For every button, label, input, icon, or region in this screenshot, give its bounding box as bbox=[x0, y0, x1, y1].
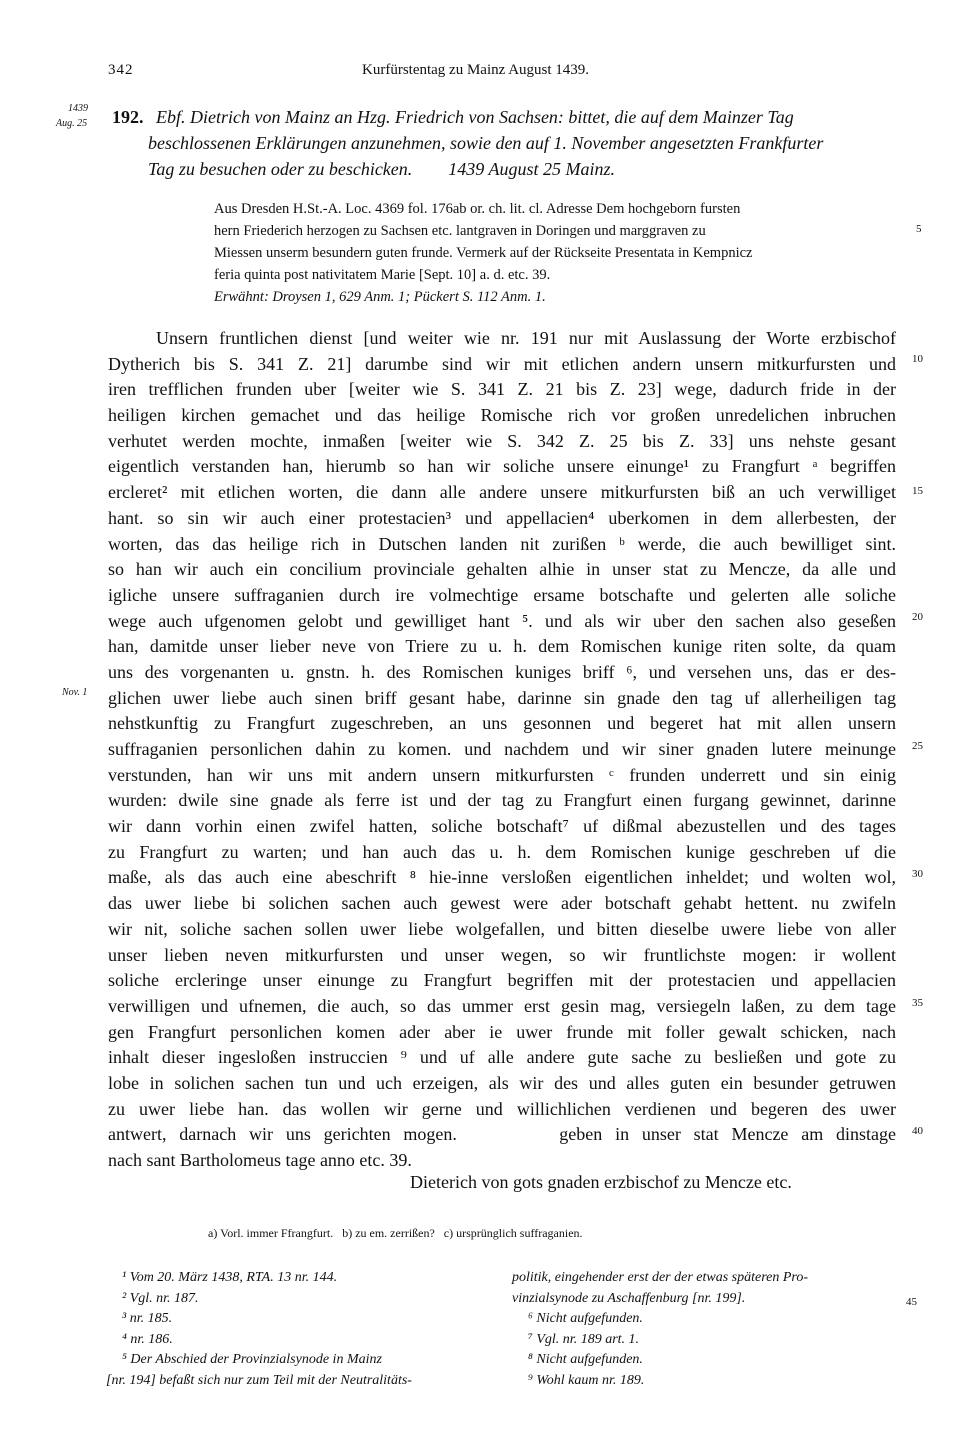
footnote-9: ⁹ Wohl kaum nr. 189. bbox=[528, 1372, 645, 1388]
head-line-2: beschlossenen Erklärungen anzunehmen, sowie den auf 1. November angesetzten Frankfurter bbox=[148, 133, 824, 153]
source-line-5: Erwähnt: Droysen 1, 629 Anm. 1; Pückert S. 112 Anm. 1. bbox=[214, 289, 546, 305]
body-line: suffraganien personlichen dahin zu komen. und nachdem und wir siner gnaden lutere meinunge bbox=[108, 739, 896, 759]
line-number-35: 35 bbox=[912, 997, 923, 1009]
body-line: zu uwer liebe han. das wollen wir gerne und willichlichen verdienen und begeren des uwer bbox=[108, 1098, 896, 1119]
page-number: 342 bbox=[108, 62, 134, 78]
footnote-5-cont-right: politik, eingehender erst der der etwas späteren Pro- bbox=[512, 1270, 809, 1285]
source-note bbox=[214, 198, 752, 308]
body-line: ercleret² mit etlichen worten, die dann alle andere unsere mitkurfursten biß an uch verwilliget bbox=[108, 482, 896, 503]
body-line: igliche unsere suffraganien durch ire volmechtige ersame botschafte und gelerten alle soliche bbox=[108, 584, 896, 605]
margin-date-year: 1439 bbox=[68, 103, 88, 114]
margin-note-nov: Nov. 1 bbox=[62, 687, 88, 698]
body-line: iren trefflichen frunden uber [weiter wie S. 341 Z. 21 bis Z. 23] wege, dadurch fride in der bbox=[108, 379, 896, 400]
source-line-3: Miessen unserm besundern guten frunde. Vermerk auf der Rückseite Presentata in Kempnicz bbox=[214, 245, 753, 261]
source-line-1: Aus Dresden H.St.-A. Loc. 4369 fol. 176ab or. ch. lit. cl. Adresse Dem hochgeborn fursten bbox=[214, 201, 741, 217]
body-line: wege auch ufgenomen gelobt und gewilliget hant ⁵. und als wir uber den sachen also geseßen bbox=[108, 610, 896, 631]
footnote-6: ⁶ Nicht aufgefunden. bbox=[528, 1311, 643, 1326]
line-number-20: 20 bbox=[912, 611, 923, 623]
letter-body bbox=[108, 326, 896, 1174]
body-line: heiligen kirchen gemachet und das heilige Romische rich vor großen unredelichen inbruchen bbox=[108, 405, 896, 426]
source-line-2: hern Friederich herzogen zu Sachsen etc. lantgraven in Doringen und marggraven zu bbox=[214, 223, 706, 239]
line-number-5: 5 bbox=[916, 223, 922, 235]
document-number: 192. bbox=[112, 107, 144, 127]
line-number-10: 10 bbox=[912, 353, 923, 365]
footnote-5: ⁵ Der Abschied der Provinzialsynode in Mainz bbox=[122, 1352, 382, 1367]
body-line: antwert, darnach wir uns gerichten mogen. geben in unser stat Mencze am dinstage bbox=[108, 1124, 896, 1145]
body-line: soliche ercleringe unser einunge zu Frangfurt begriffen mit der protestacien und appellacien bbox=[108, 970, 896, 991]
body-line: wurden: dwile sine gnade als ferre ist und der tag zu Frangfurt einen furgang gewinnet, darinne bbox=[108, 790, 896, 811]
body-line: zu Frangfurt zu warten; und han auch das u. h. dem Romischen kunige geschreben uf die bbox=[108, 841, 896, 862]
body-line: unser lieben neven mitkurfursten und unser wegen, so wir fruntlichste mogen: ir wollent bbox=[108, 944, 896, 965]
line-number-25: 25 bbox=[912, 740, 923, 752]
footnote-4: ⁴ nr. 186. bbox=[122, 1331, 173, 1347]
footnote-5-cont: [nr. 194] befaßt sich nur zum Teil mit der Neutralitäts- bbox=[106, 1372, 412, 1388]
body-line: wir dann vorhin einen zwifel hatten, soliche botschaft⁷ uf dißmal abezustellen und des tages bbox=[108, 816, 896, 837]
body-line: glichen uwer liebe auch sinen briff gesant habe, darinne sin gnade den tag uf allerheiligen tag bbox=[108, 687, 896, 708]
footnote-2: ² Vgl. nr. 187. bbox=[122, 1290, 199, 1306]
body-line: gen Frangfurt personlichen komen ader aber ie uwer frunde mit foller gewalt schicken, nach bbox=[108, 1021, 896, 1042]
body-line: nach sant Bartholomeus tage anno etc. 39. bbox=[108, 1150, 412, 1170]
line-number-15: 15 bbox=[912, 485, 923, 497]
line-number-40: 40 bbox=[912, 1125, 923, 1137]
textual-notes: a) Vorl. immer Ffrangfurt. b) zu em. zerrißen? c) ursprünglich suffraganien. bbox=[208, 1226, 583, 1240]
body-line: das uwer liebe bi solichen sachen auch gewest were ader botschaft gehabt hettent. nu zwifeln bbox=[108, 893, 896, 914]
footnote-7: ⁷ Vgl. nr. 189 art. 1. bbox=[528, 1331, 640, 1347]
line-number-30: 30 bbox=[912, 868, 923, 880]
body-line: verwilligen und ufnemen, die auch, so das ummer erst gesin mag, versiegeln laßen, zu dem tage bbox=[108, 995, 896, 1016]
body-line: han, damitde unser lieber neve von Triere zu u. h. dem Romischen kunige riten solte, da quam bbox=[108, 636, 896, 657]
body-line: lobe in solichen sachen tun und uch erzeigen, als wir des und alles guten ein besunder getruwen bbox=[108, 1072, 896, 1093]
body-line: uns des vorgenanten u. gnstn. h. des Romischen kuniges briff ⁶, und versehen uns, das er des- bbox=[108, 661, 896, 682]
footnote-8: ⁸ Nicht aufgefunden. bbox=[528, 1352, 643, 1367]
source-line-4: feria quinta post nativitatem Marie [Sept. 10] a. d. etc. 39. bbox=[214, 267, 551, 283]
head-line-3: Tag zu besuchen oder zu beschicken. 1439 August 25 Mainz. bbox=[148, 159, 615, 179]
margin-date-day: Aug. 25 bbox=[56, 118, 88, 129]
body-line: worten, das das heilige rich in Dutschen landen nit zurißen ᵇ werde, die auch bewilliget sint. bbox=[108, 533, 896, 554]
body-line: Unsern fruntlichen dienst [und weiter wie nr. 191 nur mit Auslassung der Worte erzbischof bbox=[156, 328, 896, 348]
line-number-45: 45 bbox=[906, 1296, 917, 1308]
footnotes-left bbox=[106, 1268, 496, 1391]
body-line: so han wir auch ein concilium provinciale gehalten alhie in unser stat zu Mencze, da alle und bbox=[108, 559, 896, 580]
body-line: verhutet werden mochte, inmaßen [weiter wie S. 342 Z. 25 bis Z. 33] uns nehste gesant bbox=[108, 430, 896, 451]
body-line: inhalt dieser ingesloßen instruccien ⁹ und uf alle andere gute sache zu besließen und gote zu bbox=[108, 1047, 896, 1068]
body-line: hant. so sin wir auch einer protestacien³ und appellacien⁴ uberkomen in dem allerbesten, der bbox=[108, 507, 896, 528]
body-line: wir nit, soliche sachen sollen uwer liebe wolgefallen, und bitten dieselbe uwere liebe von aller bbox=[108, 918, 896, 939]
footnotes-right bbox=[512, 1268, 902, 1391]
document-head bbox=[112, 104, 823, 182]
body-line: nehstkunftig zu Frangfurt zugeschreben, an uns gesonnen und begeret hat mit allen unsern bbox=[108, 713, 896, 734]
signature: Dieterich von gots gnaden erzbischof zu Mencze etc. bbox=[410, 1172, 792, 1192]
head-line-1: Ebf. Dietrich von Mainz an Hzg. Friedrich von Sachsen: bittet, die auf dem Mainzer Tag bbox=[156, 107, 794, 127]
footnote-1: ¹ Vom 20. März 1438, RTA. 13 nr. 144. bbox=[122, 1270, 338, 1285]
body-line: verstunden, han wir uns mit andern unsern mitkurfursten ᶜ frunden underrett und sin einig bbox=[108, 764, 896, 785]
footnote-5-end: vinzialsynode zu Aschaffenburg [nr. 199]. bbox=[512, 1290, 746, 1306]
body-line: eigentlich verstanden han, hierumb so han wir soliche unsere einunge¹ zu Frangfurt ᵃ begriffen bbox=[108, 456, 896, 477]
body-line: maße, als das auch eine abeschrift ⁸ hie-inne versloßen eigentlichen inheldet; und wolten wol, bbox=[108, 867, 896, 888]
running-title: Kurfürstentag zu Mainz August 1439. bbox=[362, 62, 590, 78]
body-line: Dytherich bis S. 341 Z. 21] darumbe sind wir mit etlichen andern unsern mitkurfursten und bbox=[108, 353, 896, 374]
footnote-3: ³ nr. 185. bbox=[122, 1311, 173, 1326]
